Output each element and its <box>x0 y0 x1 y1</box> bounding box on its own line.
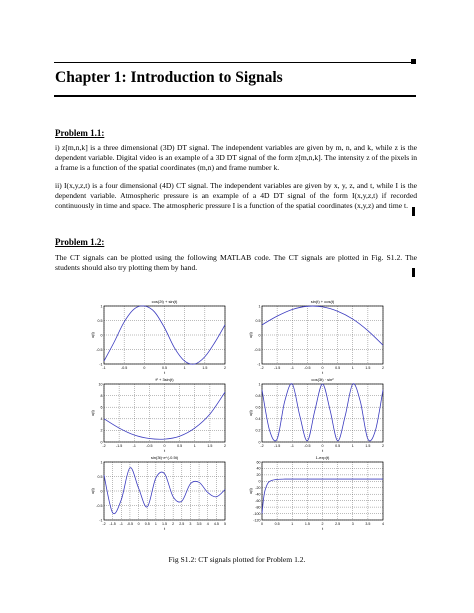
x-tick-label: 1 <box>351 366 354 370</box>
x-tick-label: -2 <box>102 444 106 448</box>
x-axis-label: t <box>321 448 324 453</box>
y-tick-label: -80 <box>255 505 261 510</box>
end-marker <box>412 268 415 277</box>
y-axis-label: x(t) <box>248 488 253 494</box>
y-axis-label: x(t) <box>248 410 253 416</box>
y-tick-label: 1 <box>100 460 103 465</box>
x-tick-label: 1.5 <box>162 522 167 526</box>
x-tick-label: 0 <box>137 522 140 526</box>
x-tick-label: 2 <box>224 366 226 370</box>
x-tick-label: 2 <box>382 444 384 448</box>
x-tick-label: 0 <box>261 522 263 526</box>
figure-caption: Fig S1.2: CT signals plotted for Problem 1.2. <box>168 555 306 564</box>
x-tick-label: -1.5 <box>274 366 281 370</box>
y-tick-label: 20 <box>256 473 261 478</box>
end-marker <box>412 207 415 216</box>
y-tick-label: -60 <box>255 498 261 503</box>
y-tick-label: 0.5 <box>97 318 103 323</box>
y-tick-label: 2 <box>100 428 103 433</box>
problem-1-1-part-i: i) z[m,n,k] is a three dimensional (3D) DT signal. The independent variables are given by m, n, and k, while z is the dependent variable. Digital video is an example of a 3D DT signal of the form z[m,n,k]. The intensity z of the pixels in a frame is a function of the spatial coordinates (m,n) and frame number k. <box>55 143 417 172</box>
y-tick-label: 4 <box>100 417 103 422</box>
y-tick-label: 0.4 <box>255 417 261 422</box>
x-tick-label: 4.5 <box>213 522 219 526</box>
plot-3 <box>90 374 232 454</box>
top-rule <box>54 62 416 63</box>
x-tick-label: 1.5 <box>304 522 310 526</box>
x-tick-label: -1 <box>119 522 123 526</box>
plot-title: sin(3t)·e^(-0.5t) <box>150 455 179 460</box>
plot-title: t² + 3sin(t) <box>155 377 174 382</box>
y-axis-label: x(t) <box>90 332 95 338</box>
x-tick-label: 0.5 <box>335 366 341 370</box>
x-tick-label: 1 <box>183 366 186 370</box>
plot-title: sin(t) + cos(t) <box>310 299 335 304</box>
x-tick-label: 1 <box>193 444 196 448</box>
y-tick-label: 0 <box>100 489 103 494</box>
x-tick-label: -2 <box>102 522 106 526</box>
x-tick-label: 0 <box>163 444 166 448</box>
x-tick-label: 3 <box>189 522 192 526</box>
corner-mark <box>411 59 416 64</box>
x-tick-label: 0.5 <box>144 522 150 526</box>
x-tick-label: -2 <box>260 366 264 370</box>
chapter-title: Chapter 1: Introduction to Signals <box>55 69 283 86</box>
y-axis-label: x(t) <box>90 410 95 416</box>
x-tick-label: -2 <box>260 444 264 448</box>
y-tick-label: 0 <box>258 333 261 338</box>
y-tick-label: 0.5 <box>255 318 261 323</box>
x-tick-label: -1 <box>290 366 294 370</box>
y-tick-label: 8 <box>100 393 103 398</box>
y-tick-label: -0.5 <box>254 347 261 352</box>
x-tick-label: 0 <box>143 366 146 370</box>
x-tick-label: -1.5 <box>116 444 123 448</box>
x-tick-label: 1.5 <box>202 366 208 370</box>
x-tick-label: 4 <box>382 522 384 526</box>
y-tick-label: 60 <box>256 460 261 465</box>
plot-title: cos(2t) + sin(t) <box>151 299 178 304</box>
y-tick-label: 0.6 <box>255 405 261 410</box>
series-line <box>262 306 383 345</box>
x-axis-label: t <box>321 370 324 375</box>
y-tick-label: 1 <box>100 304 103 309</box>
y-tick-label: 6 <box>100 405 103 410</box>
y-tick-label: 0.2 <box>255 428 261 433</box>
y-tick-label: 0 <box>100 440 103 445</box>
x-tick-label: 2 <box>382 366 384 370</box>
x-tick-label: 1 <box>351 444 354 448</box>
x-tick-label: 2 <box>224 444 226 448</box>
x-axis-label: t <box>163 526 166 531</box>
x-tick-label: 1 <box>154 522 157 526</box>
x-axis-label: t <box>163 448 166 453</box>
x-tick-label: 4 <box>206 522 209 526</box>
x-tick-label: -0.5 <box>146 444 153 448</box>
y-tick-label: -1 <box>257 362 261 367</box>
y-tick-label: 0 <box>258 440 261 445</box>
x-tick-label: -1.5 <box>274 444 281 448</box>
x-tick-label: 1.5 <box>207 444 213 448</box>
plot-2 <box>248 296 390 376</box>
x-tick-label: 0.5 <box>335 444 341 448</box>
y-tick-label: 0 <box>100 333 103 338</box>
y-tick-label: -100 <box>253 511 261 516</box>
x-tick-label: 1.5 <box>365 366 371 370</box>
y-tick-label: -0.5 <box>96 347 103 352</box>
problem-1-2-title: Problem 1.2: <box>55 237 105 247</box>
y-tick-label: 0.5 <box>97 474 103 479</box>
y-axis-label: x(t) <box>90 488 95 494</box>
y-tick-label: 0.8 <box>255 393 261 398</box>
x-tick-label: 1 <box>291 522 294 526</box>
y-tick-label: 10 <box>98 382 103 387</box>
x-tick-label: -0.5 <box>304 444 311 448</box>
y-tick-label: -0.5 <box>96 503 103 508</box>
plot-title: cos(3t) · sin² <box>311 377 334 382</box>
x-tick-label: 0 <box>321 366 324 370</box>
plot-1 <box>90 296 232 376</box>
y-tick-label: -1 <box>99 362 103 367</box>
x-tick-label: 5 <box>224 522 226 526</box>
y-tick-label: -20 <box>255 486 261 491</box>
x-tick-label: 1.5 <box>365 444 371 448</box>
x-tick-label: 3.5 <box>196 522 202 526</box>
plot-title: 1-exp(t) <box>315 455 330 460</box>
x-tick-label: -1 <box>132 444 136 448</box>
x-tick-label: 2 <box>172 522 175 526</box>
x-axis-label: t <box>163 370 166 375</box>
y-tick-label: 1 <box>258 382 261 387</box>
problem-1-2-text: The CT signals can be plotted using the following MATLAB code. The CT signals are plotted in Fig. S1.2. The students should also try plotting them by hand. <box>55 253 417 272</box>
problem-1-1-title: Problem 1.1: <box>55 128 105 138</box>
y-tick-label: 0 <box>258 479 261 484</box>
x-tick-label: 3.5 <box>365 522 371 526</box>
x-axis-label: t <box>321 526 324 531</box>
plot-6 <box>248 452 390 532</box>
y-tick-label: -40 <box>255 492 261 497</box>
x-tick-label: 2 <box>321 522 324 526</box>
y-tick-label: 1 <box>258 304 261 309</box>
x-tick-label: 2.5 <box>179 522 185 526</box>
y-tick-label: -1 <box>99 518 103 523</box>
x-tick-label: -1 <box>102 366 106 370</box>
y-axis-label: x(t) <box>248 332 253 338</box>
chapter-rule <box>54 95 416 97</box>
x-tick-label: 0.5 <box>162 366 167 370</box>
x-tick-label: -0.5 <box>126 522 134 526</box>
problem-1-1-part-ii: ii) I(x,y,z,t) is a four dimensional (4D) CT signal. The independent variables are given by x, y, z, and t, while I is the dependent variable. Atmospheric pressure is an example of a 4D DT signal of the form I(x,y,z,t) if recorded continuously in time and space. The atmospheric pressure I is a function of the spatial coordinates (x,y,z) and time t. <box>55 181 417 210</box>
x-tick-label: 0.5 <box>274 522 280 526</box>
x-tick-label: 0.5 <box>177 444 183 448</box>
y-tick-label: -120 <box>253 518 261 523</box>
x-tick-label: 3 <box>351 522 354 526</box>
x-tick-label: 0 <box>321 444 324 448</box>
x-tick-label: -1.5 <box>109 522 116 526</box>
plot-4 <box>248 374 390 454</box>
x-tick-label: -0.5 <box>121 366 128 370</box>
plot-5 <box>90 452 232 532</box>
x-tick-label: -1 <box>290 444 294 448</box>
x-tick-label: 2.5 <box>335 522 341 526</box>
x-tick-label: -0.5 <box>304 366 311 370</box>
y-tick-label: 40 <box>256 466 261 471</box>
